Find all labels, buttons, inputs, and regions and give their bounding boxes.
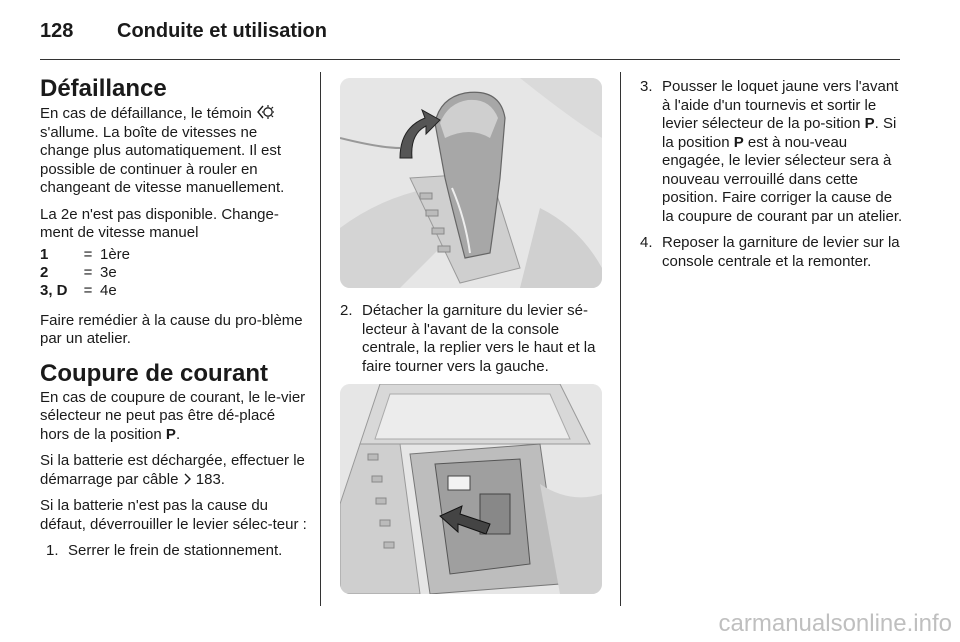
paragraph-text: En cas de coupure de courant, le le-vier sélecteur ne peut pas être dé-placé hors de la position [40,388,306,443]
list-text [662,78,905,226]
gear-table [40,246,308,300]
paragraph-text: s'allume. La boîte de vitesses ne change plus automatiquement. Il est possible de continuer à rouler en changeant de vitesse manuellement. [40,123,285,196]
column-divider-left [320,72,321,606]
list-number: 2. [340,302,353,319]
gear-key: 1 [40,245,49,263]
unlock-lever-illustration [340,384,602,594]
paragraph-unlock: Si la batterie n'est pas la cause du défaut, déverrouiller le levier sélec-teur : [40,497,307,533]
page-number: 128 [40,20,74,42]
paragraph-battery [40,452,308,489]
paragraph-power-cut [40,389,308,445]
list-text: Reposer la garniture de levier sur la console centrale et la remonter. [662,234,900,270]
list-item [640,234,905,271]
list-number: 1. [46,542,59,559]
header-rule [40,59,900,60]
page-reference-link[interactable]: 183. [195,470,225,488]
list-item [40,542,308,561]
column-1 [40,76,308,569]
list-text-part: est à nou-veau engagée, le levier sélecteur sera à nouveau verrouillé dans cette position. Faire corriger la cause de la coupure de courant par un atelier. [662,133,903,225]
paragraph-text: . [175,425,181,443]
gear-row [40,246,308,264]
gear-value: 1ère [100,245,131,263]
list-text-part: . Si la position [662,115,897,151]
paragraph-manual: La 2e n'est pas disponible. Change-ment de vitesse manuel [40,205,279,241]
gear-equals: = [83,263,93,281]
gear-value: 4e [100,281,117,299]
list-number: 3. [640,78,653,95]
paragraph-text: Si la batterie est déchargée, effectuer le démarrage par câble [40,452,305,488]
column-3 [640,78,905,279]
section-heading-power-cut: Coupure de courant [40,359,269,387]
gear-equals: = [83,281,93,299]
gear-value: 3e [100,263,117,281]
gear-lever-illustration [340,78,602,288]
column-2 [340,78,602,594]
page-reference-icon[interactable] [183,472,192,486]
column-divider-right [620,72,621,606]
gear-equals: = [83,245,93,263]
watermark: carmanualsonline.info [718,610,952,637]
page-title: Conduite et utilisation [117,20,327,42]
paragraph-text: En cas de défaillance, le témoin [40,105,252,122]
list-text: Détacher la garniture du levier sé-lecteur à l'avant de la console centrale, la replier vers le haut et la faire tourner vers la gauche. [362,302,596,375]
list-number: 4. [640,234,653,251]
gear-row [40,264,308,282]
list-item [340,302,602,376]
paragraph-repair: Faire remédier à la cause du pro-blème par un atelier. [40,311,303,347]
gear-row [40,282,308,300]
gear-key: 2 [40,263,49,281]
list-text-part: Pousser le loquet jaune vers l'avant à l'aide d'un tournevis et sortir le levier sélecteur de la po-sition [662,78,899,132]
position-p-label: P [864,115,875,132]
paragraph-failure [40,104,308,198]
gearbox-warning-icon [256,104,276,120]
list-text: Serrer le frein de stationnement. [68,542,283,559]
gear-key: 3, D [40,281,68,299]
position-p-label: P [165,425,176,443]
list-item [640,78,905,226]
section-heading-failure: Défaillance [40,75,167,102]
position-p-label: P [733,133,744,151]
